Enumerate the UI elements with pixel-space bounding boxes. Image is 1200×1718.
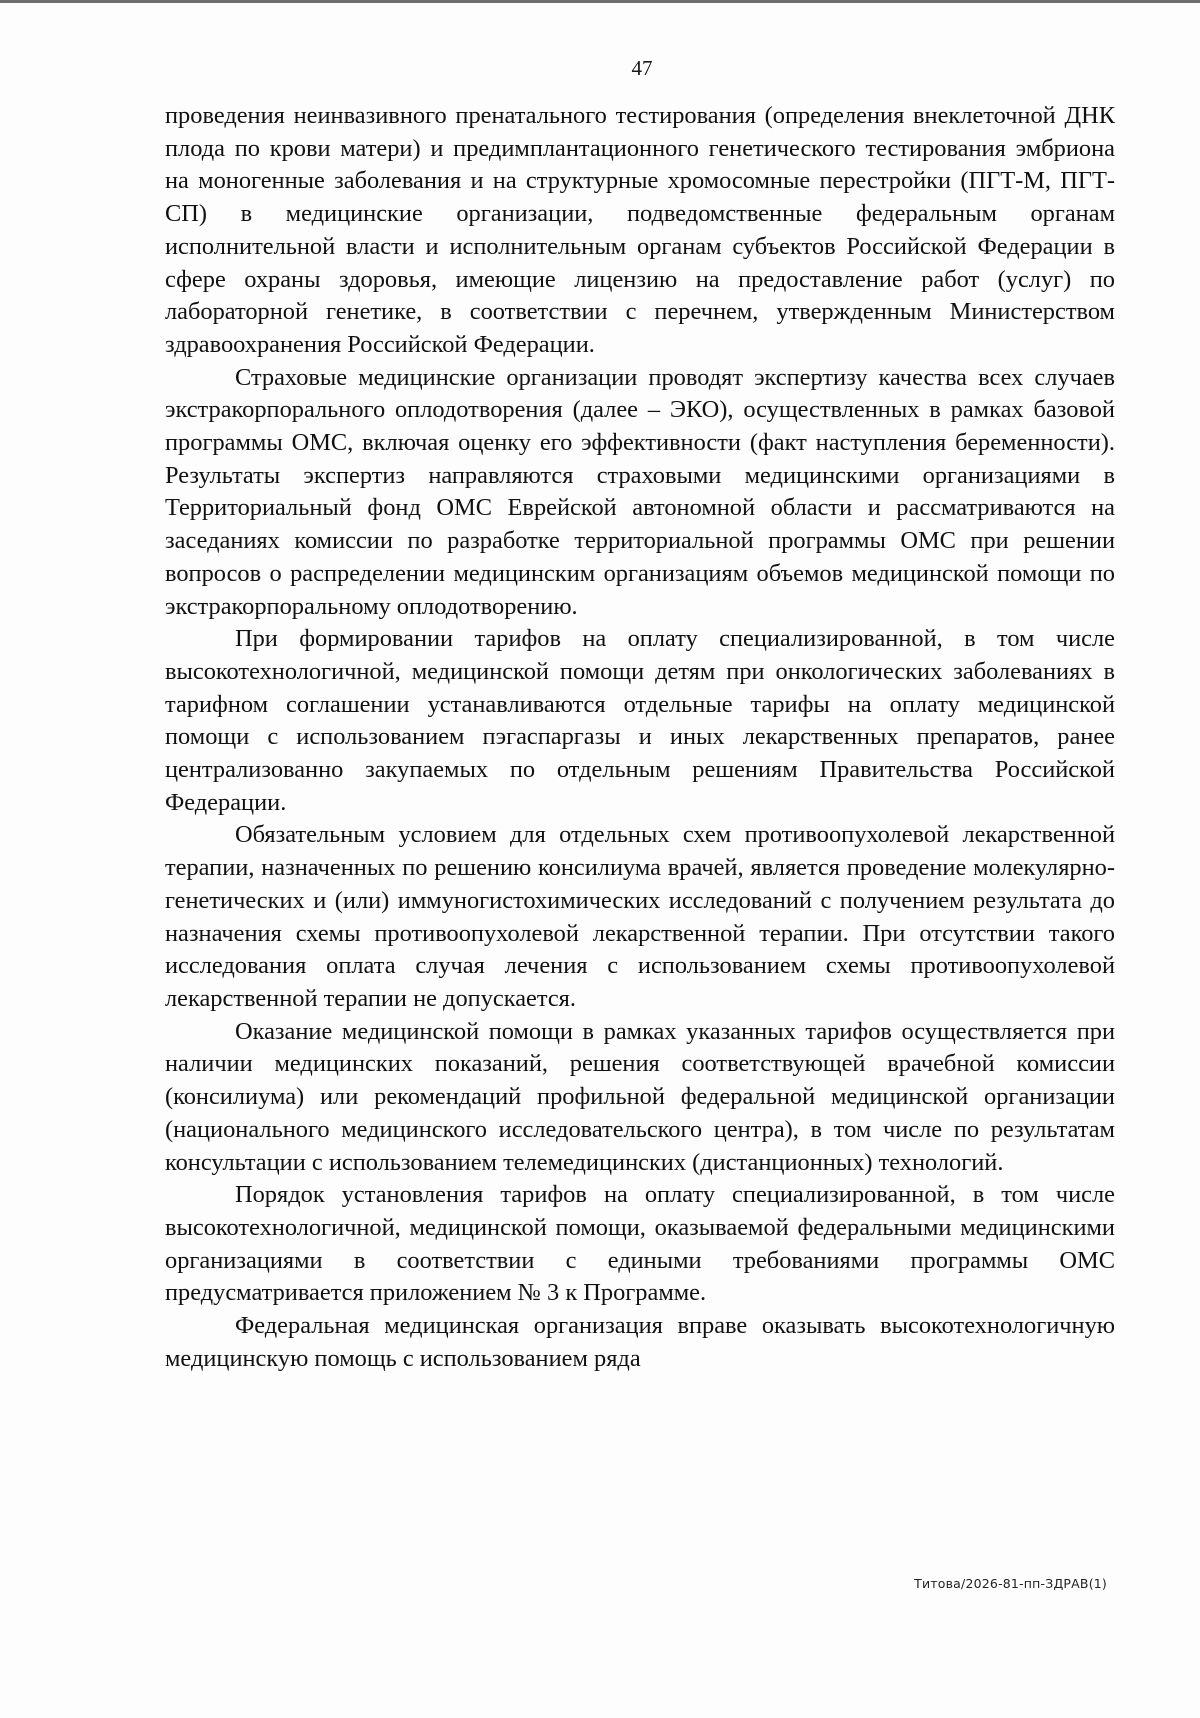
paragraph-care-provision: Оказание медицинской помощи в рамках указанных тарифов осуществляется при наличии медицинских показаний, решения соответствующей врачебной комиссии (консилиума) или рекомендаций профильной федеральной медицинской организации (национального медицинского исследовательского центра), в том числе по результатам консультации с использованием телемедицинских (дистанционных) технологий. bbox=[165, 1017, 1115, 1176]
paragraph-eco-expertise: Страховые медицинские организации проводят экспертизу качества всех случаев экстракорпорального оплодотворения (далее – ЭКО), осуществленных в рамках базовой программы ОМС, включая оценку его эффективности (факт наступления беременности). Результаты экспертиз направляются страховыми медицинскими организациями в Территориальный фонд ОМС Еврейской автономной области и рассматриваются на заседаниях комиссии по разработке территориальной программы ОМС при решении вопросов о распределении медицинским организациям объемов медицинской помощи по экстракорпоральному оплодотворению. bbox=[165, 363, 1115, 620]
scan-top-edge bbox=[0, 0, 1200, 3]
paragraph-continuation: проведения неинвазивного пренатального тестирования (определения внеклеточной ДНК плода по крови матери) и предимплантационного генетического тестирования эмбриона на моногенные заболевания и на структурные хромосомные перестройки (ПГТ-М, ПГТ-СП) в медицинские организации, подведомственные федеральным органам исполнительной власти и исполнительным органам субъектов Российской Федерации в сфере охраны здоровья, имеющие лицензию на предоставление работ (услуг) по лабораторной генетике, в соответствии с перечнем, утвержденным Министерством здравоохранения Российской Федерации. bbox=[165, 102, 1115, 358]
paragraph-tariff-procedure: Порядок установления тарифов на оплату специализированной, в том числе высокотехнологичной, медицинской помощи, оказываемой федеральными медицинскими организациями в соответствии с едиными требованиями программы ОМС предусматривается приложением № 3 к Программе. bbox=[165, 1181, 1115, 1307]
document-body bbox=[165, 100, 1115, 1375]
paragraph-federal-organization: Федеральная медицинская организация вправе оказывать высокотехнологичную медицинскую помощь с использованием ряда bbox=[165, 1312, 1115, 1372]
paragraph-mandatory-condition: Обязательным условием для отдельных схем противоопухолевой лекарственной терапии, назначенных по решению консилиума врачей, является проведение молекулярно-генетических и (или) иммуногистохимических исследований с получением результата до назначения схемы противоопухолевой лекарственной терапии. При отсутствии такого исследования оплата случая лечения с использованием схемы противоопухолевой лекарственной терапии не допускается. bbox=[165, 821, 1115, 1012]
page-number: 47 bbox=[631, 56, 653, 80]
footer-document-code: Титова/2026-81-пп-ЗДРАВ(1) bbox=[914, 1576, 1107, 1591]
paragraph-oncology-tariffs: При формировании тарифов на оплату специализированной, в том числе высокотехнологичной, медицинской помощи детям при онкологических заболеваниях в тарифном соглашении устанавливаются отдельные тарифы на оплату медицинской помощи с использованием пэгаспаргазы и иных лекарственных препаратов, ранее централизованно закупаемых по отдельным решениям Правительства Российской Федерации. bbox=[165, 625, 1115, 816]
